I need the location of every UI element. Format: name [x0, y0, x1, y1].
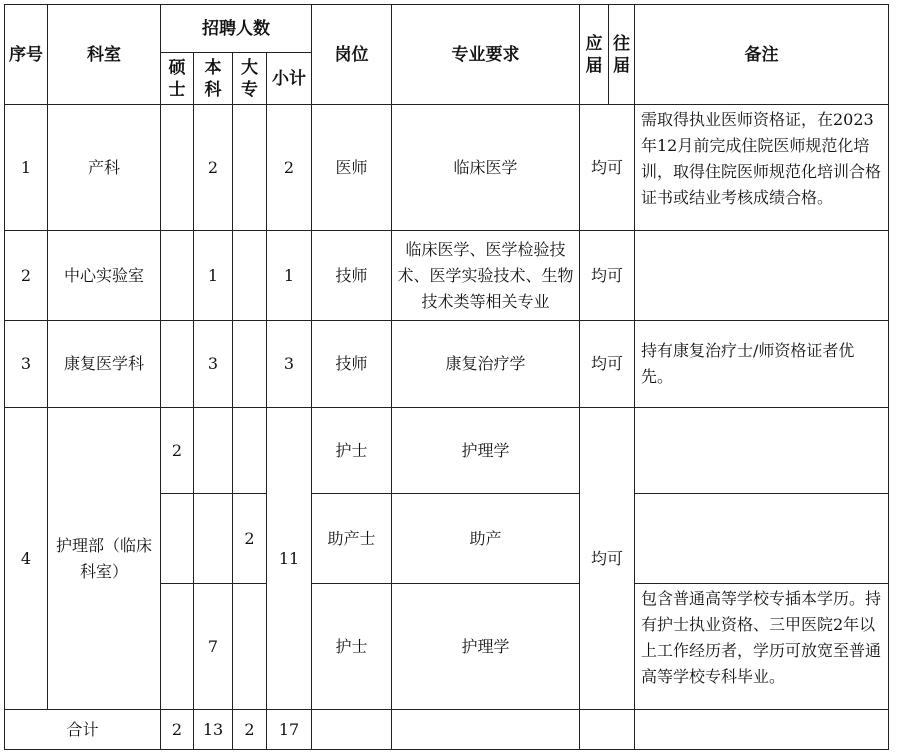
row-master	[161, 105, 194, 231]
row-seq: 3	[5, 321, 48, 408]
row-position: 医师	[312, 105, 392, 231]
row-position: 助产士	[312, 494, 392, 584]
row-position: 技师	[312, 231, 392, 321]
row-seq: 1	[5, 105, 48, 231]
row-remarks	[635, 408, 889, 494]
row-major: 护理学	[392, 584, 580, 710]
row-dept: 中心实验室	[48, 231, 161, 321]
header-dept: 科室	[48, 5, 161, 105]
row-dept: 产科	[48, 105, 161, 231]
row-subtotal: 1	[267, 231, 312, 321]
row-major: 康复治疗学	[392, 321, 580, 408]
row-remarks	[635, 231, 889, 321]
header-seq: 序号	[5, 5, 48, 105]
row-college	[233, 231, 267, 321]
row-grad: 均可	[580, 321, 635, 408]
row-remarks: 包含普通高等学校专插本学历。持有护士执业资格、三甲医院2年以上工作经历者，学历可放宽至普通高等学校专科毕业。	[635, 584, 889, 710]
row-grad: 均可	[580, 231, 635, 321]
total-subtotal: 17	[267, 710, 312, 750]
row-grad: 均可	[580, 105, 635, 231]
total-position-empty	[312, 710, 392, 750]
row-major: 临床医学	[392, 105, 580, 231]
row-college	[233, 105, 267, 231]
row-subtotal: 2	[267, 105, 312, 231]
row-bachelor	[194, 494, 233, 584]
row-position: 技师	[312, 321, 392, 408]
row-college: 2	[233, 494, 267, 584]
row-master	[161, 584, 194, 710]
row-college	[233, 408, 267, 494]
total-grad-empty	[580, 710, 635, 750]
table-row	[5, 231, 889, 321]
total-row	[5, 710, 889, 750]
total-remarks-empty	[635, 710, 889, 750]
row-college	[233, 584, 267, 710]
row-major: 助产	[392, 494, 580, 584]
total-college: 2	[233, 710, 267, 750]
row-remarks: 持有康复治疗士/师资格证者优先。	[635, 321, 889, 408]
row-bachelor: 1	[194, 231, 233, 321]
row-grad: 均可	[580, 408, 635, 710]
total-bachelor: 13	[194, 710, 233, 750]
row-master	[161, 321, 194, 408]
header-past: 往届	[609, 5, 635, 105]
recruitment-table	[4, 4, 889, 750]
header-college: 大专	[233, 53, 267, 105]
header-subtotal: 小计	[267, 53, 312, 105]
row-seq: 2	[5, 231, 48, 321]
row-master: 2	[161, 408, 194, 494]
header-recruit-count: 招聘人数	[161, 5, 312, 53]
row-subtotal: 3	[267, 321, 312, 408]
row-major: 临床医学、医学检验技术、医学实验技术、生物技术类等相关专业	[392, 231, 580, 321]
row-major: 护理学	[392, 408, 580, 494]
header-position: 岗位	[312, 5, 392, 105]
header-bachelor: 本科	[194, 53, 233, 105]
row-position: 护士	[312, 584, 392, 710]
table-row	[5, 408, 889, 494]
row-remarks: 需取得执业医师资格证，在2023年12月前完成住院医师规范化培训，取得住院医师规范化培训合格证书或结业考核成绩合格。	[635, 105, 889, 231]
header-remarks: 备注	[635, 5, 889, 105]
row-position: 护士	[312, 408, 392, 494]
table-row	[5, 105, 889, 231]
total-master: 2	[161, 710, 194, 750]
row-seq: 4	[5, 408, 48, 710]
row-bachelor: 7	[194, 584, 233, 710]
row-bachelor: 3	[194, 321, 233, 408]
row-master	[161, 231, 194, 321]
row-dept: 康复医学科	[48, 321, 161, 408]
row-college	[233, 321, 267, 408]
row-remarks	[635, 494, 889, 584]
row-subtotal: 11	[267, 408, 312, 710]
header-fresh: 应届	[580, 5, 609, 105]
row-master	[161, 494, 194, 584]
total-label: 合计	[5, 710, 161, 750]
row-bachelor: 2	[194, 105, 233, 231]
table-row	[5, 321, 889, 408]
row-bachelor	[194, 408, 233, 494]
header-major: 专业要求	[392, 5, 580, 105]
row-dept: 护理部（临床科室）	[48, 408, 161, 710]
header-master: 硕士	[161, 53, 194, 105]
total-major-empty	[392, 710, 580, 750]
